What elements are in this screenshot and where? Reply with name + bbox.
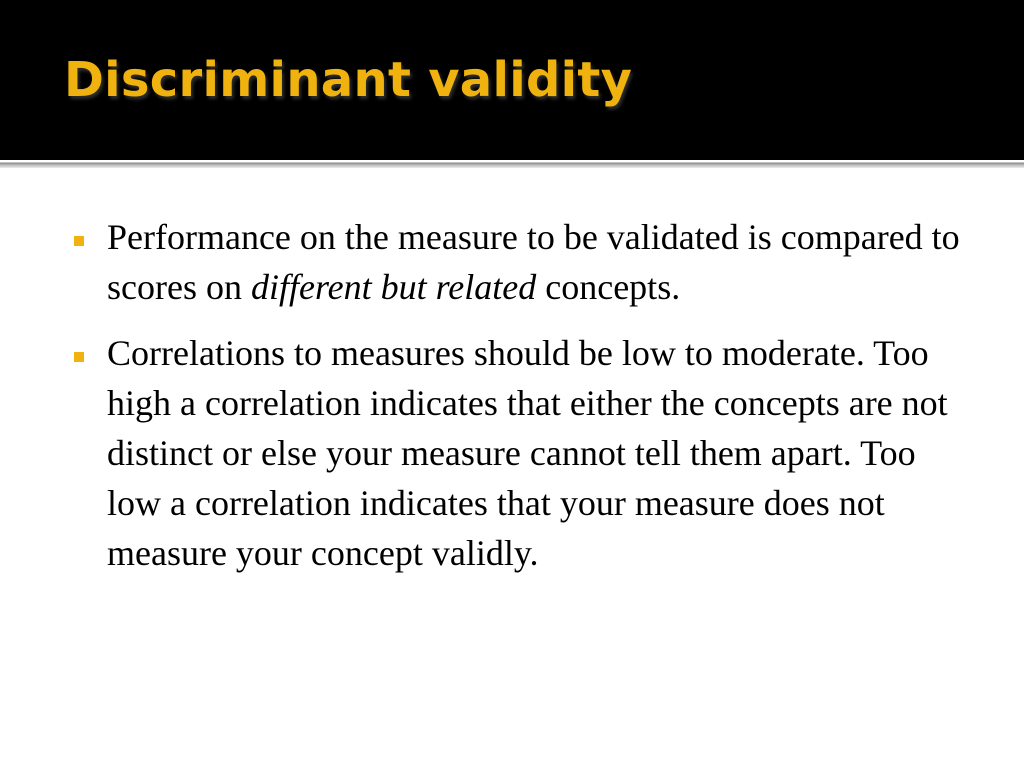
bullet-marker-icon: [74, 236, 84, 246]
bullet-text-part: concepts.: [536, 267, 681, 307]
bullet-list: [0, 212, 1024, 594]
bullet-marker-icon: [74, 352, 84, 362]
slide-title: Discriminant validity: [64, 52, 633, 108]
title-divider: [0, 160, 1024, 168]
bullet-text-emphasis: different but related: [250, 267, 537, 307]
title-bar: [0, 0, 1024, 160]
bullet-text: Correlations to measures should be low to moderate. Too high a correlation indicates that either the concepts are not distinct or else your measure cannot tell them apart. Too low a correlation indicates that your measure does not measure your concept validly.: [107, 333, 948, 573]
bullet-text-part: Performance on the measure to be validated is compared to scores on: [107, 217, 960, 307]
bullet-item: [0, 212, 1024, 312]
bullet-item: [0, 328, 1024, 578]
bullet-text: [107, 217, 960, 307]
